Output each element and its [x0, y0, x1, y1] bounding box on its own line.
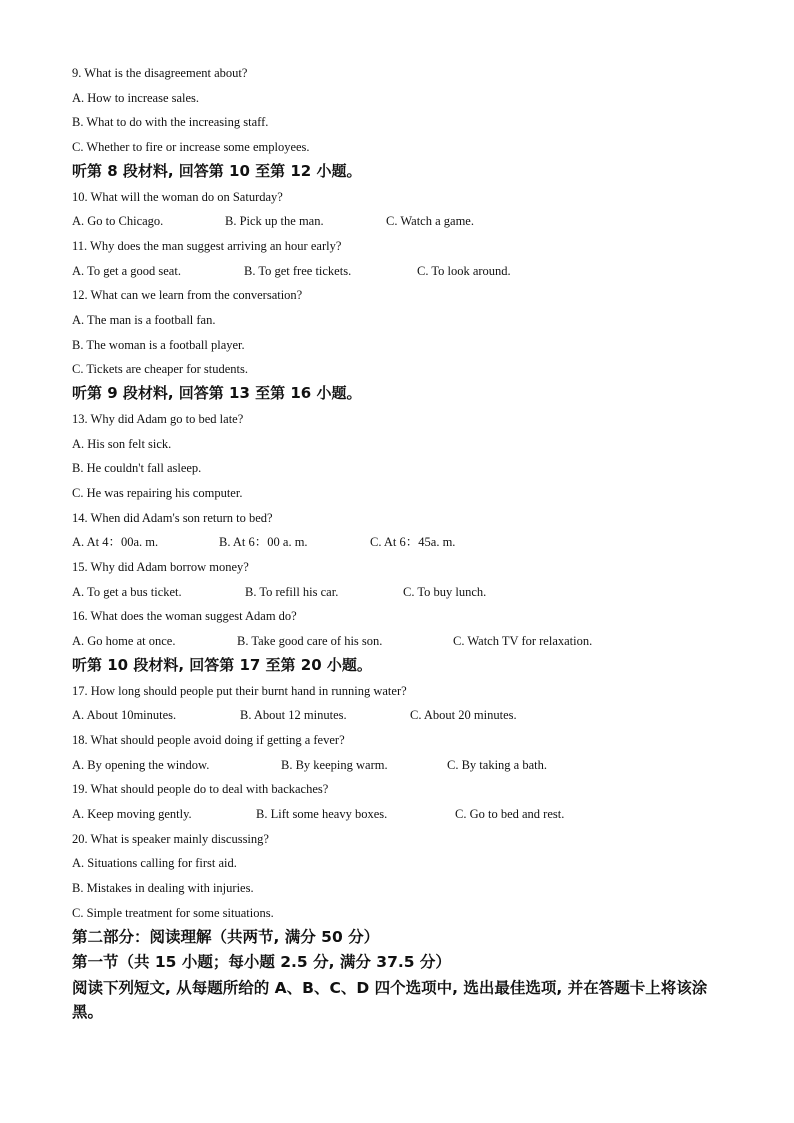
q20-option-a: A. Situations calling for first aid.: [72, 856, 237, 870]
q9-option-c: C. Whether to fire or increase some employees.: [72, 140, 310, 154]
q14-option-c: C. At 6：45a. m.: [370, 535, 456, 549]
question-18: 18. What should people avoid doing if getting a fever?: [72, 733, 345, 747]
q19-option-b: B. Lift some heavy boxes.: [256, 807, 388, 821]
q19-option-a: A. Keep moving gently.: [72, 807, 192, 821]
q18-option-b: B. By keeping warm.: [281, 758, 388, 772]
q16-option-a: A. Go home at once.: [72, 634, 176, 648]
question-12: 12. What can we learn from the conversation?: [72, 288, 303, 302]
q14-options: [72, 534, 672, 550]
q12-option-a: A. The man is a football fan.: [72, 313, 216, 327]
q10-options: [72, 213, 672, 229]
question-10: 10. What will the woman do on Saturday?: [72, 190, 283, 204]
q15-option-a: A. To get a bus ticket.: [72, 585, 182, 599]
q17-option-b: B. About 12 minutes.: [240, 708, 347, 722]
q20-option-b: B. Mistakes in dealing with injuries.: [72, 881, 254, 895]
question-19: 19. What should people do to deal with backaches?: [72, 782, 329, 796]
q11-option-c: C. To look around.: [417, 264, 511, 278]
q15-options: [72, 584, 672, 600]
q13-option-c: C. He was repairing his computer.: [72, 486, 243, 500]
q14-option-b: B. At 6：00 a. m.: [219, 535, 308, 549]
q18-option-c: C. By taking a bath.: [447, 758, 547, 772]
q18-options: [72, 757, 672, 773]
question-17: 17. How long should people put their burnt hand in running water?: [72, 684, 407, 698]
question-14: 14. When did Adam's son return to bed?: [72, 511, 273, 525]
q13-option-a: A. His son felt sick.: [72, 437, 172, 451]
q11-option-b: B. To get free tickets.: [244, 264, 352, 278]
q18-option-a: A. By opening the window.: [72, 758, 210, 772]
section-9-heading: 听第 9 段材料, 回答第 13 至第 16 小题。: [72, 384, 362, 402]
q12-option-b: B. The woman is a football player.: [72, 338, 245, 352]
section-10-heading: 听第 10 段材料, 回答第 17 至第 20 小题。: [72, 656, 372, 674]
q12-option-c: C. Tickets are cheaper for students.: [72, 362, 249, 376]
question-15: 15. Why did Adam borrow money?: [72, 560, 249, 574]
question-11: 11. Why does the man suggest arriving an hour early?: [72, 239, 342, 253]
q16-option-c: C. Watch TV for relaxation.: [453, 634, 593, 648]
question-20: 20. What is speaker mainly discussing?: [72, 832, 269, 846]
q10-option-a: A. Go to Chicago.: [72, 214, 164, 228]
q13-option-b: B. He couldn't fall asleep.: [72, 461, 202, 475]
q19-options: [72, 806, 672, 822]
q20-option-c: C. Simple treatment for some situations.: [72, 906, 274, 920]
q15-option-c: C. To buy lunch.: [403, 585, 487, 599]
part-2-section-1-heading: 第一节（共 15 小题；每小题 2.5 分, 满分 37.5 分）: [72, 953, 451, 971]
q17-option-a: A. About 10minutes.: [72, 708, 177, 722]
question-13: 13. Why did Adam go to bed late?: [72, 412, 244, 426]
q14-option-a: A. At 4：00a. m.: [72, 535, 159, 549]
q9-option-b: B. What to do with the increasing staff.: [72, 115, 269, 129]
q17-option-c: C. About 20 minutes.: [410, 708, 517, 722]
q11-option-a: A. To get a good seat.: [72, 264, 181, 278]
q16-option-b: B. Take good care of his son.: [237, 634, 383, 648]
reading-instruction: 阅读下列短文, 从每题所给的 A、B、C、D 四个选项中, 选出最佳选项, 并在答题卡上将该涂黑。: [72, 979, 708, 1021]
q15-option-b: B. To refill his car.: [245, 585, 339, 599]
question-16: 16. What does the woman suggest Adam do?: [72, 609, 297, 623]
q19-option-c: C. Go to bed and rest.: [455, 807, 565, 821]
q16-options: [72, 633, 712, 649]
question-9: 9. What is the disagreement about?: [72, 66, 248, 80]
part-2-heading: 第二部分：阅读理解（共两节, 满分 50 分）: [72, 928, 380, 946]
q17-options: [72, 707, 672, 723]
q10-option-c: C. Watch a game.: [386, 214, 474, 228]
section-8-heading: 听第 8 段材料, 回答第 10 至第 12 小题。: [72, 162, 362, 180]
q10-option-b: B. Pick up the man.: [225, 214, 324, 228]
q9-option-a: A. How to increase sales.: [72, 91, 200, 105]
q11-options: [72, 263, 672, 279]
